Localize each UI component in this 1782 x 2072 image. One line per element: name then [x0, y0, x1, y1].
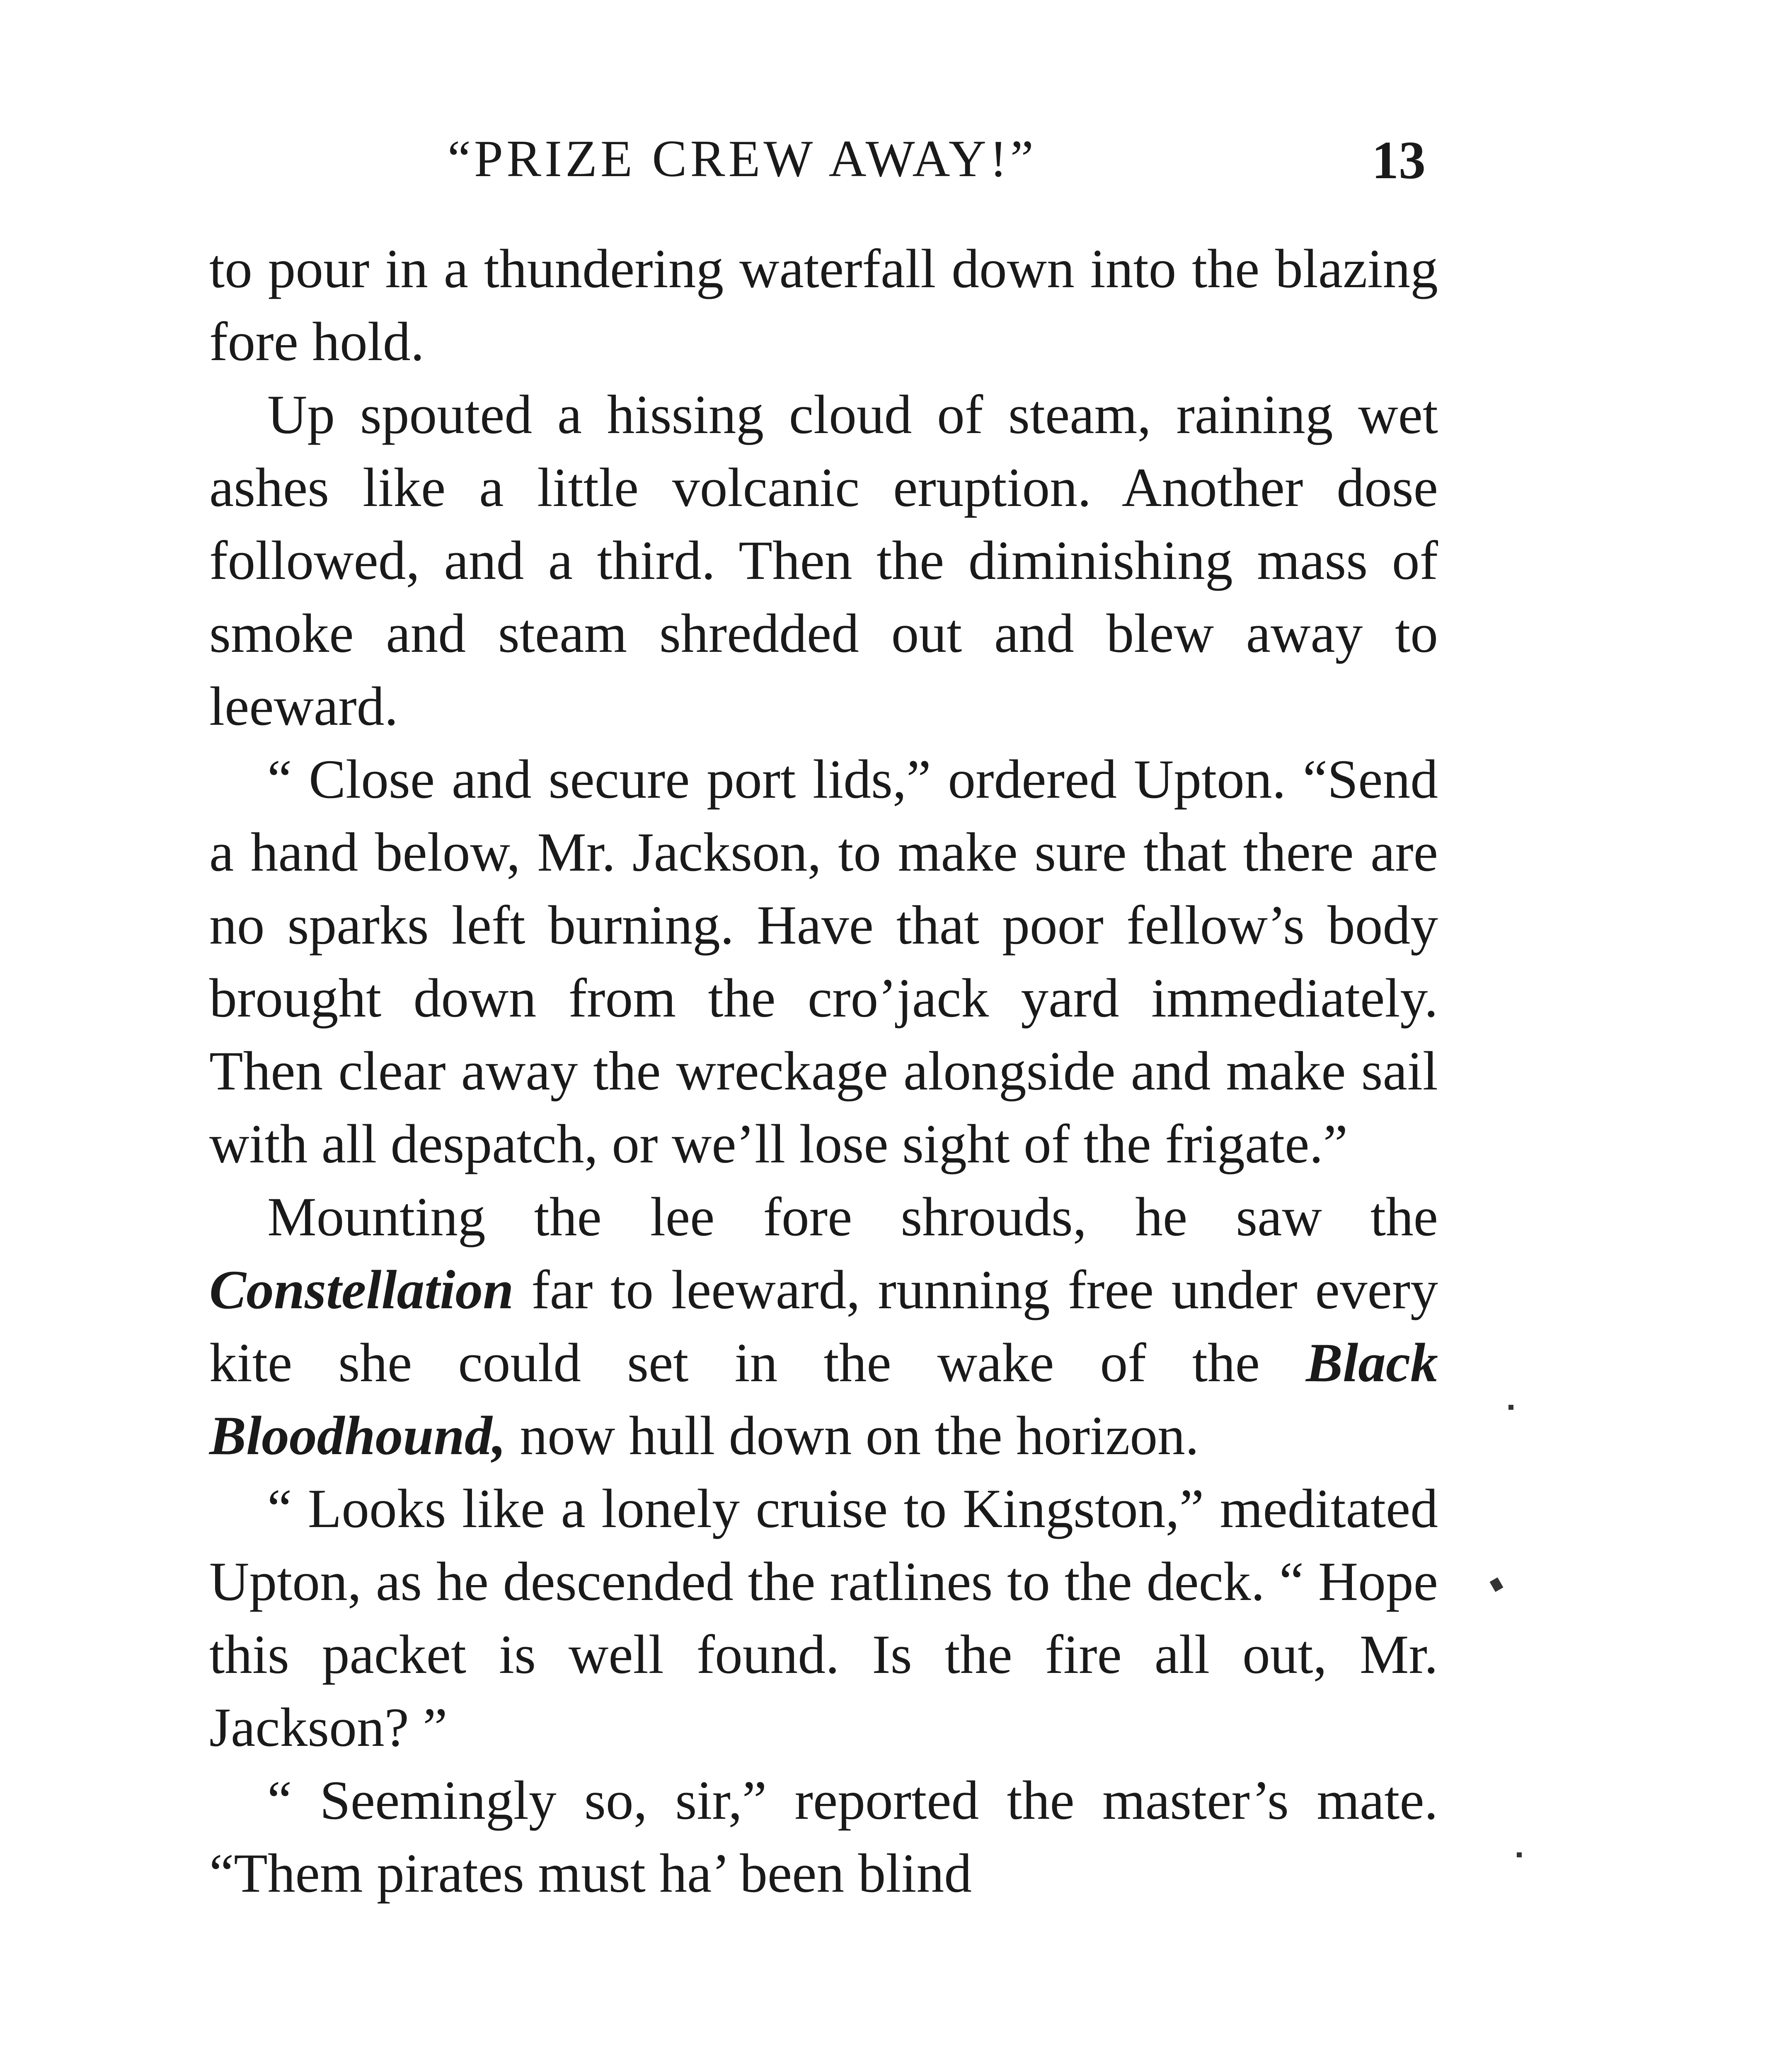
- running-head: “PRIZE CREW AWAY!”: [448, 130, 1037, 188]
- paragraph: [209, 378, 1438, 743]
- text-run: now hull down on the horizon.: [506, 1405, 1199, 1466]
- text-run: Mounting the lee fore shrouds, he saw the: [267, 1186, 1438, 1247]
- paragraph: [209, 743, 1438, 1180]
- italic-phrase: Constellation: [209, 1259, 514, 1320]
- page-header: [448, 129, 1426, 200]
- paragraph: [209, 1472, 1438, 1764]
- italic-phrase: Black Bloodhound,: [209, 1332, 1438, 1466]
- paragraph: [209, 232, 1438, 378]
- text-run: “ Seemingly so, sir,” reported the master’s mate. “Them pirates must ha’ been blind: [209, 1769, 1438, 1904]
- text-run: Up spouted a hissing cloud of steam, raining wet ashes like a little volcanic eruption. Another dose followed, and a third. Then the diminishing mass of smoke and steam shredded out and blew away to leeward.: [209, 384, 1438, 737]
- text-run: to pour in a thundering waterfall down into the blazing fore hold.: [209, 238, 1438, 372]
- page-number: 13: [1372, 131, 1426, 190]
- text-run: “ Looks like a lonely cruise to Kingston,” meditated Upton, as he descended the ratlines to the deck. “ Hope this packet is well found. Is the fire all out, Mr. Jackson? ”: [209, 1478, 1438, 1758]
- stray-mark: [1517, 1852, 1522, 1857]
- paragraph: [209, 1180, 1438, 1472]
- stray-mark: [1508, 1405, 1513, 1410]
- stray-mark: [1489, 1577, 1503, 1592]
- body-text: [209, 232, 1438, 1910]
- text-run: “ Close and secure port lids,” ordered Upton. “Send a hand below, Mr. Jackson, to make sure that there are no sparks left burning. Have that poor fellow’s body brought down from the cro’jack yard immediately. Then clear away the wreckage alongside and make sail with all despatch, or we’ll lose sight of the frigate.”: [209, 748, 1438, 1174]
- paragraph: [209, 1764, 1438, 1910]
- text-run: far to leeward, running free under every kite she could set in the wake of the: [209, 1259, 1438, 1393]
